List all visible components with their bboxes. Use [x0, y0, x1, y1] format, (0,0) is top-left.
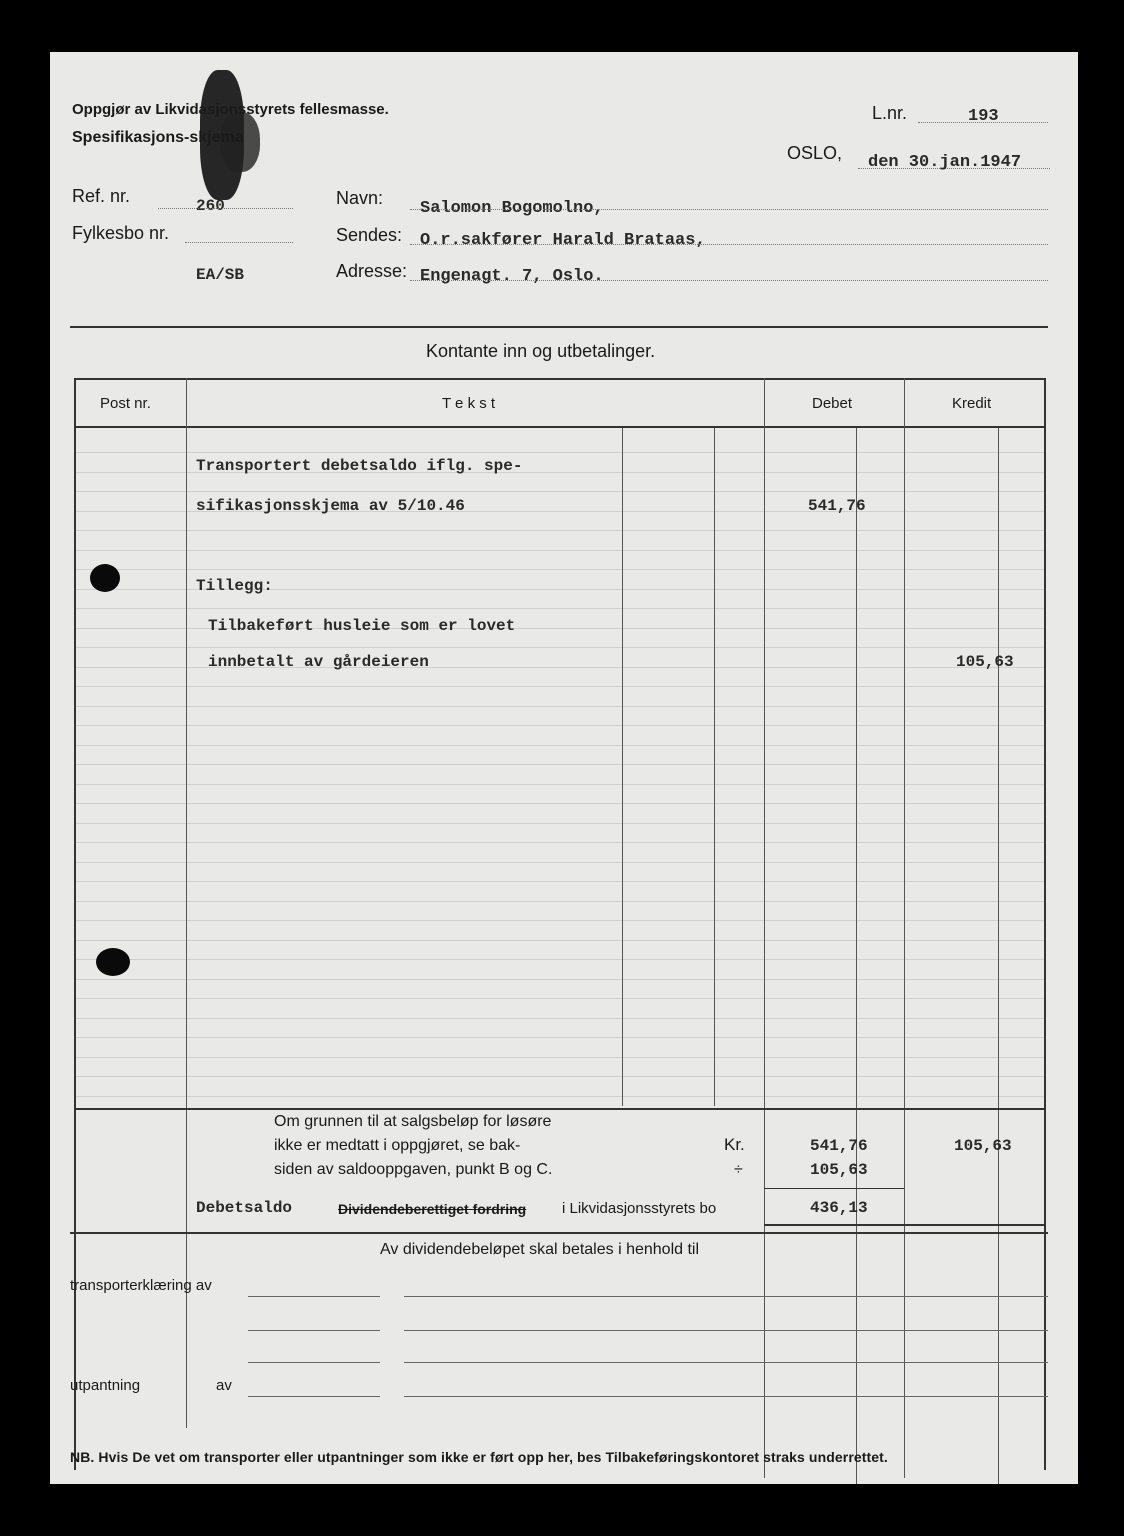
ruled-line [76, 979, 1044, 980]
utpantning-line-d [404, 1396, 1048, 1397]
org-line: Oppgjør av Likvidasjonsstyrets fellesmasse. [72, 101, 389, 118]
utpantning-line-b [404, 1362, 1048, 1363]
ruled-line [76, 706, 1044, 707]
ruled-line [76, 862, 1044, 863]
ruled-line [76, 881, 1044, 882]
ruled-line [76, 745, 1044, 746]
row1-line2: sifikasjonsskjema av 5/10.46 [196, 497, 465, 515]
adresse-label: Adresse: [336, 261, 408, 281]
minus-value: 105,63 [810, 1161, 868, 1179]
col-header-debet: Debet [812, 395, 853, 412]
ruled-line [76, 1057, 1044, 1058]
sum-debet: 541,76 [810, 1137, 868, 1155]
saldo-typed: Debetsaldo [196, 1199, 293, 1217]
col-kredit-cents [998, 428, 999, 1484]
utpantning-label: utpantning [70, 1377, 141, 1394]
adresse-value: Engenagt. 7, Oslo. [420, 267, 604, 286]
table-left-border [74, 378, 76, 1470]
transport-line-b [404, 1296, 1048, 1297]
col-tekst-inner-1 [622, 428, 623, 1106]
col-header-tekst: T e k s t [442, 395, 496, 412]
navn-label: Navn: [336, 188, 384, 208]
note-line-3: siden av saldooppgaven, punkt B og C. [274, 1161, 553, 1178]
ruled-line [76, 550, 1044, 551]
sendes-label: Sendes: [336, 225, 403, 245]
ruled-line [76, 920, 1044, 921]
ruled-line [76, 940, 1044, 941]
ruled-line [76, 1037, 1044, 1038]
ruled-line [76, 569, 1044, 570]
ruled-line [76, 823, 1044, 824]
date-value: den 30.jan.1947 [868, 153, 1022, 172]
table-title: Kontante inn og utbetalinger. [426, 341, 656, 361]
row1-debet: 541,76 [808, 497, 866, 515]
col-kredit-divider [904, 378, 905, 1478]
transport-line-c [248, 1330, 380, 1331]
saldo-value: 436,13 [810, 1199, 868, 1217]
col-post-divider [186, 378, 187, 1428]
utpantning-av-label: av [216, 1377, 232, 1394]
section-divider [70, 326, 1048, 328]
kr-label: Kr. [724, 1135, 745, 1154]
col-header-post: Post nr. [100, 395, 151, 412]
ruled-line [76, 491, 1044, 492]
place-label: OSLO, [787, 143, 843, 163]
row2-kredit: 105,63 [956, 653, 1014, 671]
ruled-line [76, 530, 1044, 531]
sendes-value: O.r.sakfører Harald Brataas, [420, 231, 706, 250]
table-right-border [1044, 378, 1046, 1470]
header-bottom-border [74, 426, 1046, 428]
ruled-line [76, 784, 1044, 785]
col-tekst-inner-2 [714, 428, 715, 1106]
ruled-line [76, 647, 1044, 648]
punch-hole-bottom [96, 948, 130, 976]
row2-heading: Tillegg: [196, 577, 273, 595]
body-bottom-border [74, 1108, 1046, 1110]
ref-label: Ref. nr. [72, 186, 131, 206]
fylkesbo-label: Fylkesbo nr. [72, 223, 170, 243]
ref-value: 260 [196, 197, 225, 215]
ruled-line [76, 1076, 1044, 1077]
dividend-line: Av dividendebeløpet skal betales i henhold til [380, 1241, 700, 1258]
ref-dots [158, 208, 293, 209]
utpantning-line-a [248, 1362, 380, 1363]
ruled-line [76, 1018, 1044, 1019]
initials: EA/SB [196, 266, 245, 284]
ruled-line [76, 803, 1044, 804]
transport-label: transporterklæring av [70, 1277, 212, 1294]
ruled-line [76, 842, 1044, 843]
ruled-line [76, 901, 1044, 902]
row2-line2: innbetalt av gårdeieren [208, 653, 429, 671]
note-line-2: ikke er medtatt i oppgjøret, se bak- [274, 1137, 521, 1154]
transport-line-a [248, 1296, 380, 1297]
form-name: Spesifikasjons-skjema [72, 129, 244, 146]
form-sheet [50, 52, 1078, 1484]
saldo-printed: i Likvidasjonsstyrets bo [562, 1200, 717, 1217]
ruled-line [76, 959, 1044, 960]
lnr-label: L.nr. [872, 103, 908, 123]
punch-hole-top [90, 564, 120, 592]
utpantning-line-c [248, 1396, 380, 1397]
col-debet-divider [764, 378, 765, 1478]
nb-notice: NB. Hvis De vet om transporter eller utpantninger som ikke er ført opp her, bes Tilbakeføringskontoret straks underrettet. [70, 1449, 888, 1465]
transport-line-d [404, 1330, 1048, 1331]
ruled-line [76, 608, 1044, 609]
table-top-border [74, 378, 1046, 380]
ruled-line [76, 452, 1044, 453]
row1-line1: Transportert debetsaldo iflg. spe- [196, 457, 523, 475]
navn-value: Salomon Bogomolno, [420, 199, 604, 218]
row2-line1: Tilbakeført husleie som er lovet [208, 617, 516, 635]
sendes-dots [410, 244, 1048, 245]
fylkesbo-dots [185, 242, 293, 243]
ruled-line [76, 1096, 1044, 1097]
ruled-line [76, 764, 1044, 765]
col-header-kredit: Kredit [952, 395, 992, 412]
saldo-struck: Dividendeberettiget fordring [338, 1201, 527, 1217]
lnr-value: 193 [968, 107, 999, 126]
minus-mark: ÷ [734, 1161, 743, 1178]
note-line-1: Om grunnen til at salgsbeløp for løsøre [274, 1113, 552, 1130]
navn-dots [410, 209, 1048, 210]
ruled-line [76, 998, 1044, 999]
col-debet-cents [856, 428, 857, 1484]
footer-divider [70, 1232, 1048, 1234]
sum-kredit: 105,63 [954, 1137, 1012, 1155]
ruled-line [76, 725, 1044, 726]
adresse-dots [410, 280, 1048, 281]
ruled-line [76, 686, 1044, 687]
saldo-bottom-border [764, 1224, 1046, 1226]
sum-separator [764, 1188, 904, 1189]
